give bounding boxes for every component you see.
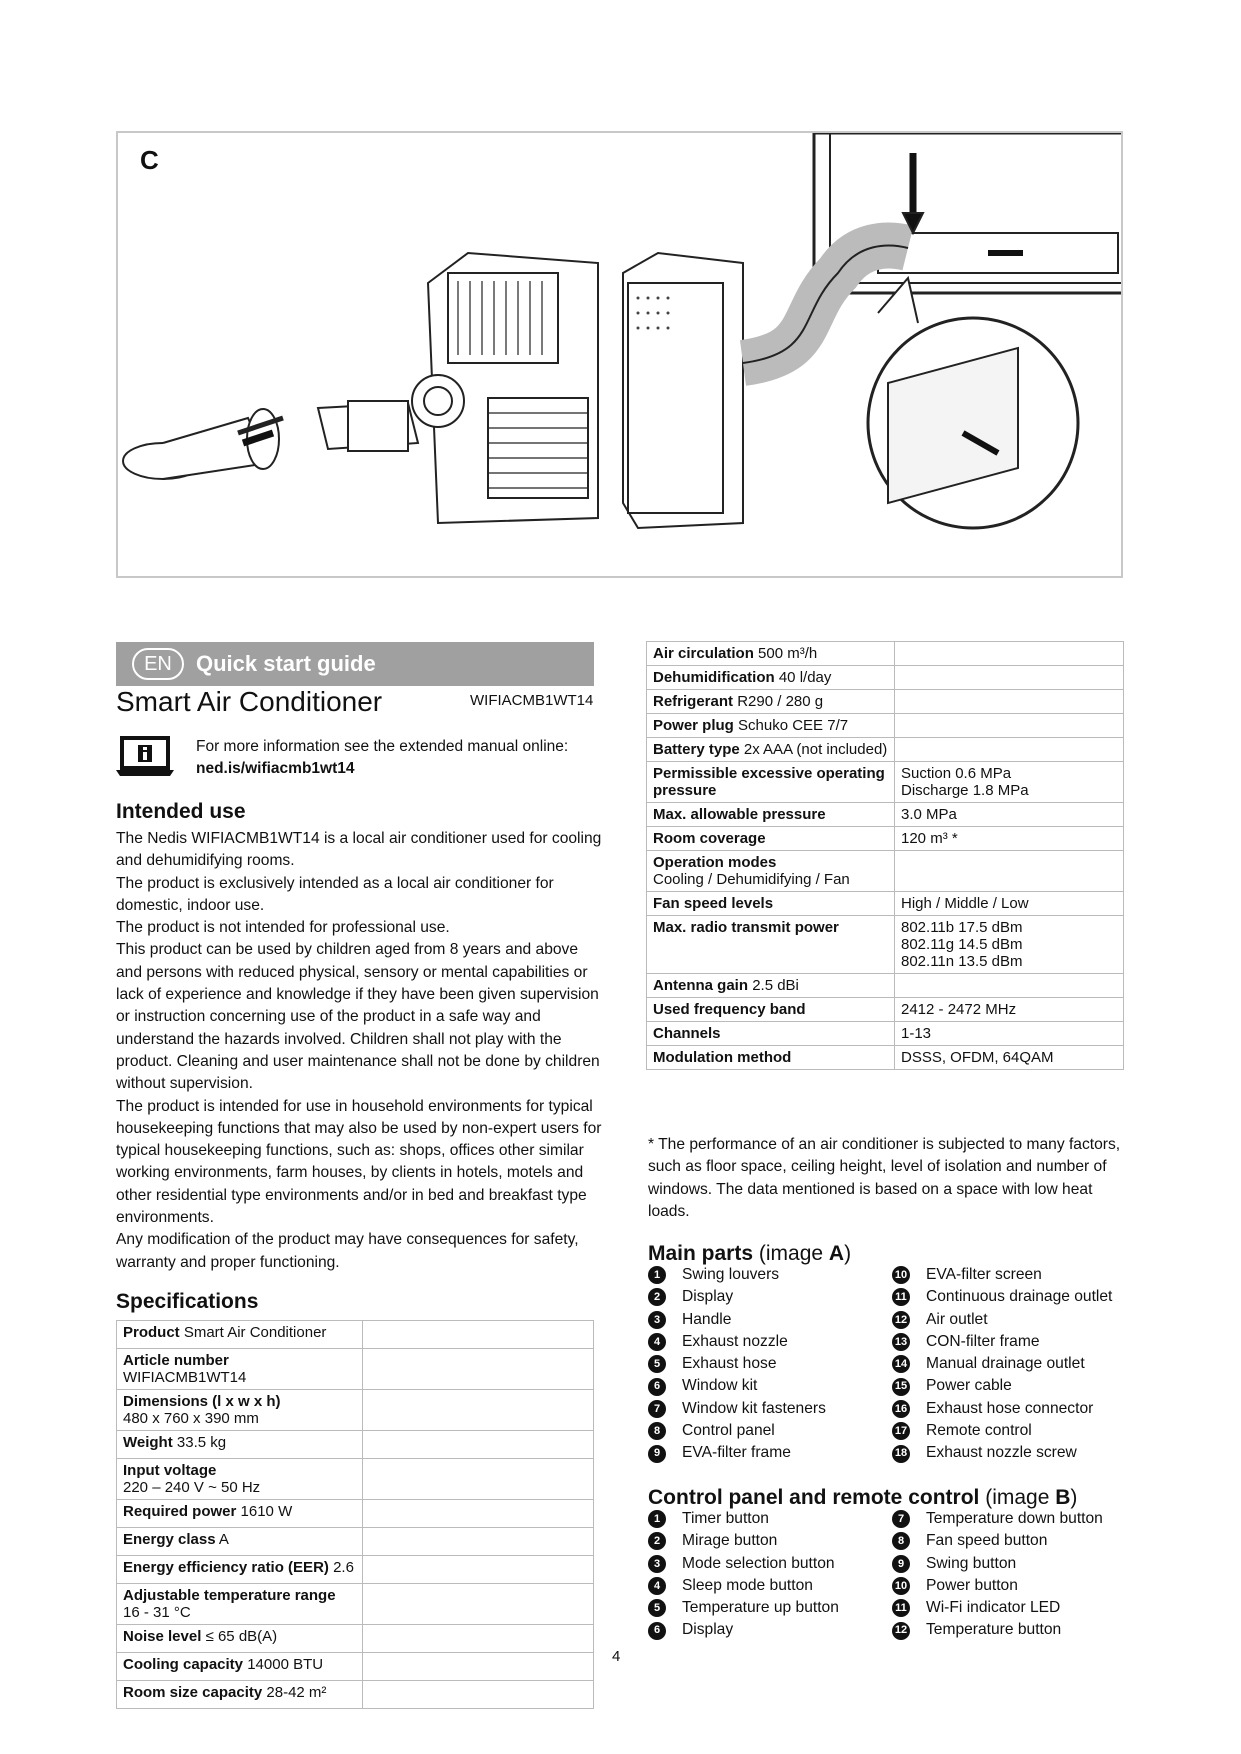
- spec-label: Product: [123, 1324, 180, 1341]
- intended-use-paragraph: The Nedis WIFIACMB1WT14 is a local air conditioner used for cooling and dehumidifying rooms.: [116, 830, 602, 870]
- air-conditioner-installation-illustration: [118, 133, 1121, 576]
- spec-row: [647, 1046, 1124, 1070]
- intended-use-paragraph: The product is intended for use in household environments for typical housekeeping functions that may also be used by non-expert users for typical housekeeping functions, such as: shops, offices other similar working environments, farm houses, by clients in hotels, motels and other residential type environments and/or in bed and breakfast type environments.: [116, 1097, 602, 1227]
- spec-value: 3.0 MPa: [901, 806, 957, 823]
- spec-value-cell: [363, 1321, 594, 1349]
- part-label: Control panel: [682, 1422, 775, 1440]
- spec-label: Max. allowable pressure: [653, 806, 826, 823]
- part-label: Mirage button: [682, 1532, 778, 1550]
- spec-row: [117, 1584, 594, 1625]
- main-parts-list-left: [648, 1264, 826, 1465]
- spec-row: [117, 1390, 594, 1431]
- spec-value: 1-13: [901, 1025, 932, 1042]
- part-label: Continuous drainage outlet: [926, 1288, 1113, 1306]
- spec-label: Cooling capacity: [123, 1656, 244, 1673]
- spec-label-cell: [647, 666, 895, 690]
- spec-row: [117, 1321, 594, 1349]
- part-label: Power button: [926, 1576, 1018, 1594]
- guide-title: Quick start guide: [196, 651, 376, 676]
- control-panel-image-close: ): [1070, 1486, 1078, 1509]
- part-list-item: [648, 1530, 839, 1552]
- spec-label: Operation modes: [653, 854, 777, 871]
- intended-use-paragraph: The product is exclusively intended as a local air conditioner for domestic, indoor use.: [116, 874, 554, 914]
- spec-label-cell: [117, 1528, 363, 1556]
- model-code: WIFIACMB1WT14: [470, 692, 594, 709]
- part-label: Timer button: [682, 1510, 769, 1527]
- spec-value-cell: [363, 1556, 594, 1584]
- number-badge-icon: 10: [892, 1577, 910, 1595]
- spec-value: 220 – 240 V ~ 50 Hz: [123, 1479, 261, 1496]
- spec-row: [647, 1022, 1124, 1046]
- number-badge-icon: 6: [648, 1378, 666, 1396]
- intended-use-body: [116, 828, 602, 1274]
- spec-row: [647, 827, 1124, 851]
- spec-row: [117, 1681, 594, 1709]
- spec-label: Dehumidification: [653, 669, 775, 686]
- main-parts-image-letter: A: [828, 1242, 845, 1265]
- spec-label: Input voltage: [123, 1462, 217, 1479]
- spec-label-cell: [647, 851, 895, 892]
- spec-value-cell: [363, 1528, 594, 1556]
- spec-label-cell: [117, 1681, 363, 1709]
- spec-label: Fan speed levels: [653, 895, 774, 912]
- performance-footnote: * The performance of an air conditioner is subjected to many factors, such as floor space, ceiling height, level of isolation and number of windows. The data mentioned is based on a space with low heat loads.: [648, 1136, 1121, 1220]
- part-list-item: [648, 1331, 826, 1353]
- number-badge-icon: 1: [648, 1510, 666, 1528]
- spec-value: Cooling / Dehumidifying / Fan: [653, 871, 850, 888]
- part-label: Handle: [682, 1310, 732, 1328]
- number-badge-icon: 7: [892, 1510, 910, 1528]
- number-badge-icon: 11: [892, 1288, 910, 1306]
- spec-value-cell: [895, 1022, 1124, 1046]
- part-list-item: [648, 1597, 839, 1619]
- spec-row: [117, 1459, 594, 1500]
- number-badge-icon: 16: [892, 1400, 910, 1418]
- spec-label-cell: [647, 1022, 895, 1046]
- spec-value-cell: [363, 1431, 594, 1459]
- main-parts-heading: [648, 1242, 851, 1266]
- part-list-item: [648, 1264, 826, 1286]
- part-label: Exhaust hose connector: [926, 1399, 1094, 1417]
- spec-value: 802.11b 17.5 dBm 802.11g 14.5 dBm 802.11n 13.5 dBm: [901, 919, 1023, 970]
- main-parts-list-right: [892, 1264, 1112, 1465]
- spec-value: 500 m³/h: [758, 645, 818, 662]
- part-list-item: [648, 1420, 826, 1442]
- spec-label: Permissible excessive operating pressure: [653, 765, 885, 799]
- spec-value: 2.5 dBi: [752, 977, 799, 994]
- spec-value-cell: [895, 974, 1124, 998]
- part-list-item: [648, 1508, 839, 1530]
- spec-row: [647, 851, 1124, 892]
- part-label: Air outlet: [926, 1310, 988, 1328]
- number-badge-icon: 3: [648, 1311, 666, 1329]
- part-list-item: [892, 1530, 1103, 1552]
- spec-value: 28-42 m²: [266, 1684, 327, 1701]
- quick-start-header-bar: [116, 642, 594, 686]
- spec-row: [647, 714, 1124, 738]
- spec-label: Energy efficiency ratio (EER): [123, 1559, 329, 1576]
- control-panel-list-right: [892, 1508, 1103, 1642]
- control-panel-image-ref: (image: [985, 1486, 1056, 1509]
- spec-label-cell: [647, 974, 895, 998]
- spec-label: Dimensions (l x w x h): [123, 1393, 281, 1410]
- part-label: Remote control: [926, 1422, 1032, 1440]
- spec-label: Power plug: [653, 717, 734, 734]
- spec-value: 14000 BTU: [247, 1656, 324, 1673]
- spec-row: [647, 892, 1124, 916]
- number-badge-icon: 3: [648, 1555, 666, 1573]
- spec-value-cell: [895, 803, 1124, 827]
- number-badge-icon: 5: [648, 1355, 666, 1373]
- part-list-item: [892, 1508, 1103, 1530]
- number-badge-icon: 2: [648, 1532, 666, 1550]
- intended-use-paragraph: Any modification of the product may have consequences for safety, warranty and proper functioning.: [116, 1231, 579, 1271]
- part-list-item: [892, 1264, 1112, 1286]
- number-badge-icon: 12: [892, 1311, 910, 1329]
- spec-label-cell: [117, 1584, 363, 1625]
- spec-row: [117, 1556, 594, 1584]
- spec-value-cell: [895, 1046, 1124, 1070]
- part-label: Temperature down button: [926, 1510, 1103, 1527]
- spec-label-cell: [117, 1390, 363, 1431]
- part-list-item: [892, 1353, 1112, 1375]
- part-label: Display: [682, 1288, 734, 1306]
- part-list-item: [648, 1309, 826, 1331]
- figure-label: C: [140, 145, 159, 175]
- spec-value-cell: [895, 892, 1124, 916]
- spec-value-cell: [895, 998, 1124, 1022]
- spec-value: A: [218, 1531, 229, 1548]
- spec-label-cell: [117, 1459, 363, 1500]
- spec-label-cell: [647, 1046, 895, 1070]
- spec-label-cell: [647, 916, 895, 974]
- control-panel-image-letter: B: [1055, 1486, 1071, 1509]
- intended-use-paragraph: This product can be used by children aged from 8 years and above and persons with reduced physical, sensory or mental capabilities or lack of experience and knowledge if they have been given supervision or instruction concerning use of the product in a safe way and understand the hazards involved. Children shall not play with the product. Cleaning and user maintenance shall not be done by children without supervision.: [116, 941, 600, 1093]
- number-badge-icon: 8: [648, 1422, 666, 1440]
- spec-label-cell: [647, 642, 895, 666]
- spec-row: [117, 1431, 594, 1459]
- control-panel-list-left: [648, 1508, 839, 1642]
- spec-label-cell: [117, 1500, 363, 1528]
- spec-value-cell: [895, 851, 1124, 892]
- spec-value-cell: [895, 714, 1124, 738]
- spec-row: [647, 803, 1124, 827]
- spec-label-cell: [647, 714, 895, 738]
- page-number: 4: [612, 1648, 621, 1665]
- laptop-info-icon: [116, 736, 174, 776]
- spec-label-cell: [647, 762, 895, 803]
- spec-row: [647, 738, 1124, 762]
- number-badge-icon: 6: [648, 1622, 666, 1640]
- part-list-item: [648, 1398, 826, 1420]
- spec-value: Schuko CEE 7/7: [738, 717, 849, 734]
- spec-label: Used frequency band: [653, 1001, 806, 1018]
- spec-label: Room size capacity: [123, 1684, 263, 1701]
- part-list-item: [892, 1619, 1103, 1641]
- product-title: Smart Air Conditioner: [116, 686, 383, 717]
- spec-label-cell: [117, 1321, 363, 1349]
- spec-value-cell: [895, 666, 1124, 690]
- number-badge-icon: 4: [648, 1333, 666, 1351]
- spec-value: 33.5 kg: [176, 1434, 227, 1451]
- part-list-item: [892, 1597, 1103, 1619]
- language-badge: EN: [132, 648, 184, 680]
- spec-value: 2412 - 2472 MHz: [901, 1001, 1017, 1018]
- number-badge-icon: 5: [648, 1599, 666, 1617]
- spec-label-cell: [117, 1653, 363, 1681]
- part-label: Swing button: [926, 1554, 1017, 1572]
- part-label: Swing louvers: [682, 1266, 780, 1283]
- spec-label-cell: [647, 803, 895, 827]
- spec-value-cell: [895, 916, 1124, 974]
- spec-value-cell: [363, 1584, 594, 1625]
- part-list-item: [892, 1286, 1112, 1308]
- spec-label: Antenna gain: [653, 977, 749, 994]
- spec-value-cell: [363, 1459, 594, 1500]
- spec-label: Room coverage: [653, 830, 766, 847]
- spec-value: 120 m³ *: [901, 830, 958, 847]
- specifications-heading: Specifications: [116, 1290, 259, 1313]
- spec-label-cell: [647, 892, 895, 916]
- spec-label-cell: [117, 1431, 363, 1459]
- part-label: Exhaust nozzle screw: [926, 1444, 1077, 1462]
- number-badge-icon: 14: [892, 1355, 910, 1373]
- spec-label: Max. radio transmit power: [653, 919, 839, 936]
- part-label: Wi-Fi indicator LED: [926, 1599, 1061, 1617]
- number-badge-icon: 10: [892, 1266, 910, 1284]
- spec-row: [117, 1349, 594, 1390]
- spec-row: [117, 1625, 594, 1653]
- intended-use-heading: Intended use: [116, 800, 246, 823]
- intended-use-paragraph: The product is not intended for professional use.: [116, 919, 450, 937]
- spec-row: [647, 998, 1124, 1022]
- spec-label: Weight: [123, 1434, 173, 1451]
- main-parts-title: Main parts: [648, 1242, 754, 1265]
- spec-label-cell: [117, 1556, 363, 1584]
- part-label: Exhaust hose: [682, 1355, 777, 1373]
- number-badge-icon: 17: [892, 1422, 910, 1440]
- part-label: Mode selection button: [682, 1554, 835, 1572]
- spec-label-cell: [117, 1349, 363, 1390]
- spec-label: Adjustable temperature range: [123, 1587, 336, 1604]
- number-badge-icon: 7: [648, 1400, 666, 1418]
- part-list-item: [892, 1331, 1112, 1353]
- spec-value-cell: [895, 827, 1124, 851]
- spec-value: DSSS, OFDM, 64QAM: [901, 1049, 1054, 1066]
- part-list-item: [892, 1398, 1112, 1420]
- number-badge-icon: 11: [892, 1599, 910, 1617]
- spec-label: Required power: [123, 1503, 237, 1520]
- spec-label: Energy class: [123, 1531, 216, 1548]
- part-label: Temperature button: [926, 1621, 1062, 1639]
- main-parts-image-close: ): [844, 1242, 852, 1265]
- part-label: Fan speed button: [926, 1532, 1048, 1550]
- manual-url[interactable]: ned.is/wifiacmb1wt14: [196, 760, 355, 777]
- spec-label: Article number: [123, 1352, 229, 1369]
- part-label: EVA-filter screen: [926, 1266, 1042, 1283]
- part-label: EVA-filter frame: [682, 1444, 791, 1462]
- spec-table-left: [116, 1320, 594, 1709]
- control-panel-heading: [648, 1486, 1077, 1510]
- part-list-item: [648, 1575, 839, 1597]
- part-list-item: [892, 1442, 1112, 1464]
- part-list-item: [648, 1353, 826, 1375]
- spec-value: WIFIACMB1WT14: [123, 1369, 247, 1386]
- spec-value-cell: [363, 1390, 594, 1431]
- spec-row: [117, 1653, 594, 1681]
- spec-label: Channels: [653, 1025, 721, 1042]
- spec-value: 480 x 760 x 390 mm: [123, 1410, 259, 1427]
- spec-value-cell: [363, 1681, 594, 1709]
- spec-table-right: [646, 641, 1124, 1070]
- spec-value: 1610 W: [240, 1503, 293, 1520]
- main-parts-image-ref: (image: [758, 1242, 829, 1265]
- spec-row: [117, 1528, 594, 1556]
- part-list-item: [648, 1286, 826, 1308]
- spec-label: Battery type: [653, 741, 740, 758]
- spec-label-cell: [647, 738, 895, 762]
- spec-row: [647, 762, 1124, 803]
- spec-row: [647, 916, 1124, 974]
- spec-label-cell: [647, 827, 895, 851]
- spec-label-cell: [647, 998, 895, 1022]
- part-label: Power cable: [926, 1377, 1012, 1395]
- spec-row: [647, 974, 1124, 998]
- part-list-item: [892, 1575, 1103, 1597]
- spec-label: Air circulation: [653, 645, 754, 662]
- number-badge-icon: 1: [648, 1266, 666, 1284]
- number-badge-icon: 9: [648, 1445, 666, 1463]
- spec-value: Suction 0.6 MPa Discharge 1.8 MPa: [901, 765, 1029, 799]
- spec-value-cell: [895, 642, 1124, 666]
- spec-label: Refrigerant: [653, 693, 734, 710]
- control-panel-title: Control panel and remote control: [648, 1486, 980, 1509]
- part-list-item: [648, 1375, 826, 1397]
- more-info: [196, 736, 568, 780]
- spec-value-cell: [363, 1500, 594, 1528]
- spec-row: [647, 642, 1124, 666]
- spec-label: Noise level: [123, 1628, 202, 1645]
- number-badge-icon: 4: [648, 1577, 666, 1595]
- figure-c: [116, 131, 1123, 578]
- spec-value: 2x AAA (not included): [743, 741, 888, 758]
- spec-value-cell: [363, 1625, 594, 1653]
- spec-label-cell: [117, 1625, 363, 1653]
- spec-value: ≤ 65 dB(A): [205, 1628, 278, 1645]
- spec-value: 2.6: [333, 1559, 354, 1576]
- part-label: Display: [682, 1621, 734, 1639]
- spec-value-cell: [895, 690, 1124, 714]
- number-badge-icon: 8: [892, 1532, 910, 1550]
- number-badge-icon: 13: [892, 1333, 910, 1351]
- spec-row: [647, 690, 1124, 714]
- number-badge-icon: 15: [892, 1378, 910, 1396]
- part-list-item: [892, 1553, 1103, 1575]
- spec-row: [647, 666, 1124, 690]
- spec-label-cell: [647, 690, 895, 714]
- spec-value: High / Middle / Low: [901, 895, 1029, 912]
- part-label: Window kit fasteners: [682, 1399, 826, 1417]
- part-list-item: [892, 1309, 1112, 1331]
- spec-value-cell: [895, 738, 1124, 762]
- more-info-text: For more information see the extended manual online:: [196, 738, 569, 755]
- part-label: Exhaust nozzle: [682, 1332, 788, 1350]
- number-badge-icon: 9: [892, 1555, 910, 1573]
- spec-value: Smart Air Conditioner: [183, 1324, 327, 1341]
- part-label: Sleep mode button: [682, 1576, 813, 1594]
- number-badge-icon: 18: [892, 1445, 910, 1463]
- spec-value: 16 - 31 °C: [123, 1604, 191, 1621]
- spec-label: Modulation method: [653, 1049, 792, 1066]
- part-list-item: [892, 1420, 1112, 1442]
- spec-value-cell: [363, 1349, 594, 1390]
- spec-row: [117, 1500, 594, 1528]
- part-list-item: [648, 1553, 839, 1575]
- part-label: CON-filter frame: [926, 1332, 1040, 1350]
- part-list-item: [648, 1619, 839, 1641]
- number-badge-icon: 2: [648, 1288, 666, 1306]
- part-label: Temperature up button: [682, 1599, 839, 1617]
- spec-value: 40 l/day: [778, 669, 832, 686]
- part-list-item: [648, 1442, 826, 1464]
- part-label: Window kit: [682, 1377, 758, 1395]
- part-list-item: [892, 1375, 1112, 1397]
- number-badge-icon: 12: [892, 1622, 910, 1640]
- spec-value-cell: [363, 1653, 594, 1681]
- part-label: Manual drainage outlet: [926, 1355, 1085, 1373]
- spec-value: R290 / 280 g: [737, 693, 824, 710]
- spec-value-cell: [895, 762, 1124, 803]
